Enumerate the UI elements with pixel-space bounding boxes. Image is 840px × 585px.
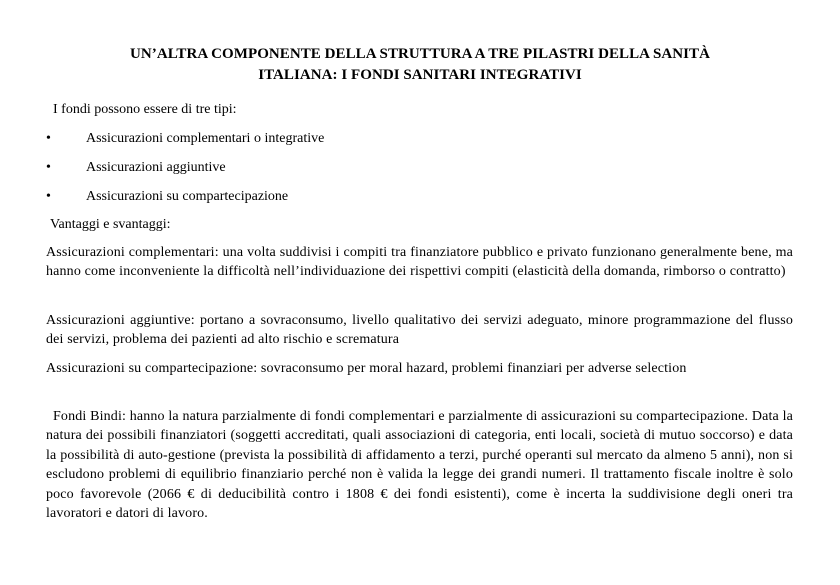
title-line-1: UN’ALTRA COMPONENTE DELLA STRUTTURA A TRE PILASTRI DELLA SANITÀ [130,46,710,62]
page-title [46,44,794,86]
paragraph-aggiuntive: Assicurazioni aggiuntive: portano a sovraconsumo, livello qualitativo dei servizi adeguato, minore programmazione del flusso dei servizi, problema dei pazienti ad alto rischio e scrematura [46,313,793,348]
paragraph-complementari: Assicurazioni complementari: una volta suddivisi i compiti tra finanziatore pubblico e privato funzionano generalmente bene, ma hanno come inconveniente la difficoltà nell’individuazione dei rispettivi compiti (elasticità della domanda, rimborso o contratto) [46,245,793,280]
bullet-dot-icon: • [46,160,51,175]
bullet-item-compartecipazione: Assicurazioni su compartecipazione [86,189,289,204]
section-heading: Vantaggi e svantaggi: [50,217,171,232]
bullet-item-aggiuntive: Assicurazioni aggiuntive [86,160,226,175]
bullet-dot-icon: • [46,189,51,204]
paragraph-fondi-bindi: Fondi Bindi: hanno la natura parzialmente di fondi complementari e parzialmente di assicurazioni su compartecipazione. Data la natura dei possibili finanziatori (soggetti accreditati, quali associazioni di categoria, enti locali, società di mutuo soccorso) e data la possibilità di auto-gestione (prevista la possibilità di affidamento a terzi, purché operanti sul mercato da almeno 5 anni), non si escludono problemi di equilibrio finanziario perché non è valida la legge dei grandi numeri. Il trattamento fiscale inoltre è solo poco favorevole (2066 € di deducibilità contro i 1808 € dei fondi esistenti), come è incerta la suddivisione degli oneri tra lavoratori e datori di lavoro. [46,409,793,522]
bullet-dot-icon: • [46,131,51,146]
bullet-item-complementari: Assicurazioni complementari o integrative [86,131,325,146]
paragraph-compartecipazione: Assicurazioni su compartecipazione: sovraconsumo per moral hazard, problemi finanziari per adverse selection [46,361,687,376]
title-line-2: ITALIANA: I FONDI SANITARI INTEGRATIVI [258,67,582,83]
intro-text: I fondi possono essere di tre tipi: [53,102,237,117]
